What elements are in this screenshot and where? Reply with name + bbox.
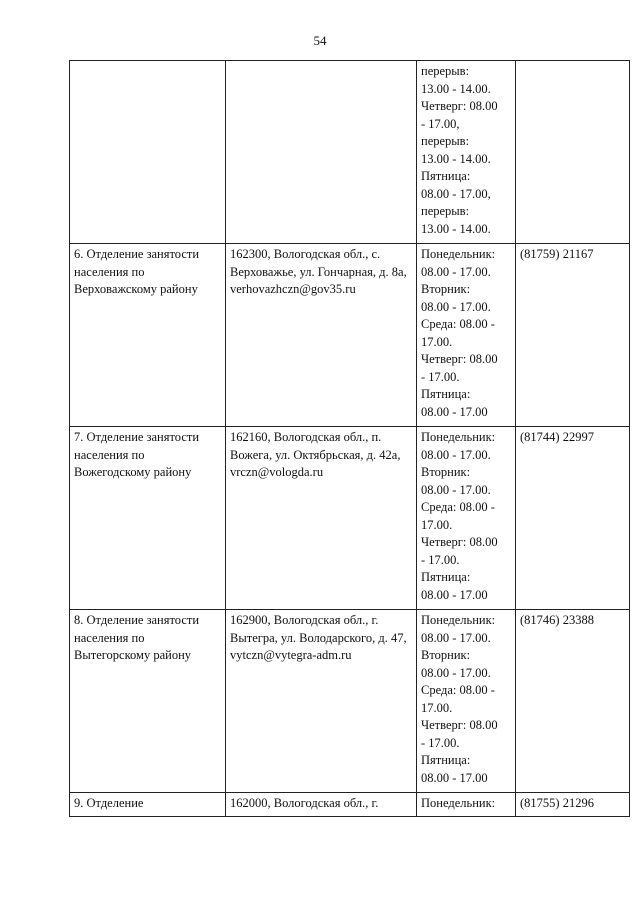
office-address-cell <box>226 61 417 244</box>
schedule-line: 08.00 - 17.00 <box>421 587 488 602</box>
office-phone-cell <box>516 61 630 244</box>
office-name-cell: 6. Отделение занятости населения по Верховажскому району <box>70 244 226 427</box>
office-phone-cell: (81759) 21167 <box>516 244 630 427</box>
table-row <box>70 793 630 817</box>
schedule-line: Понедельник: <box>421 613 496 627</box>
schedule-line: Среда: 08.00 - <box>421 683 495 697</box>
schedule-line: Пятница: <box>421 753 471 767</box>
office-name-cell: 7. Отделение занятости населения по Вожегодскому району <box>70 427 226 610</box>
table-row <box>70 427 630 610</box>
table-row <box>70 61 630 244</box>
schedule-line: перерыв: <box>421 134 470 148</box>
schedule-line: Вторник: <box>421 282 471 296</box>
office-schedule-cell <box>417 61 516 244</box>
schedule-line: 13.00 - 14.00. <box>421 81 491 96</box>
office-address-cell: 162900, Вологодская обл., г. Вытегра, ул. Володарского, д. 47, vytczn@vytegra-adm.ru <box>226 610 417 793</box>
schedule-line: - 17.00, <box>421 116 460 131</box>
schedule-line: Среда: 08.00 - <box>421 317 495 331</box>
office-schedule-cell <box>417 427 516 610</box>
schedule-line: 13.00 - 14.00. <box>421 221 491 236</box>
schedule-line: - 17.00. <box>421 735 460 750</box>
schedule-line: - 17.00. <box>421 369 460 384</box>
schedule-line: 08.00 - 17.00. <box>421 299 491 314</box>
schedule-line: Пятница: <box>421 387 471 401</box>
office-schedule-cell <box>417 793 516 817</box>
table-row <box>70 610 630 793</box>
schedule-line: 08.00 - 17.00. <box>421 482 491 497</box>
office-address-cell: 162300, Вологодская обл., с. Верховажье, ул. Гончарная, д. 8а, verhovazhczn@gov35.ru <box>226 244 417 427</box>
schedule-line: Среда: 08.00 - <box>421 500 495 514</box>
schedule-line: Пятница: <box>421 570 471 584</box>
schedule-line: 08.00 - 17.00 <box>421 404 488 419</box>
office-address-cell: 162160, Вологодская обл., п. Вожега, ул. Октябрьская, д. 42а, vrczn@vologda.ru <box>226 427 417 610</box>
schedule-line: - 17.00. <box>421 552 460 567</box>
office-schedule-cell <box>417 244 516 427</box>
page-number: 54 <box>313 33 327 48</box>
schedule-line: Четверг: 08.00 <box>421 99 498 113</box>
schedule-line: Понедельник: <box>421 247 496 261</box>
schedule-line: 13.00 - 14.00. <box>421 151 491 166</box>
office-name-cell <box>70 61 226 244</box>
office-phone-cell: (81744) 22997 <box>516 427 630 610</box>
schedule-line: 08.00 - 17.00 <box>421 770 488 785</box>
office-schedule-cell <box>417 610 516 793</box>
schedule-line: 08.00 - 17.00, <box>421 186 491 201</box>
office-name-cell: 8. Отделение занятости населения по Вытегорскому району <box>70 610 226 793</box>
schedule-line: 17.00. <box>421 334 453 349</box>
schedule-line: Понедельник: <box>421 430 496 444</box>
schedule-line: 08.00 - 17.00. <box>421 447 491 462</box>
schedule-line: перерыв: <box>421 204 470 218</box>
schedule-line: перерыв: <box>421 64 470 78</box>
schedule-line: Вторник: <box>421 465 471 479</box>
schedule-line: 08.00 - 17.00. <box>421 665 491 680</box>
schedule-line: Четверг: 08.00 <box>421 352 498 366</box>
schedule-line: 08.00 - 17.00. <box>421 264 491 279</box>
office-address-cell: 162000, Вологодская обл., г. <box>226 793 417 817</box>
table-row <box>70 244 630 427</box>
schedule-line: Понедельник: <box>421 796 496 810</box>
schedule-line: 17.00. <box>421 700 453 715</box>
schedule-line: Вторник: <box>421 648 471 662</box>
office-phone-cell: (81746) 23388 <box>516 610 630 793</box>
schedule-line: Четверг: 08.00 <box>421 535 498 549</box>
schedule-line: Пятница: <box>421 169 471 183</box>
schedule-line: 08.00 - 17.00. <box>421 630 491 645</box>
schedule-line: 17.00. <box>421 517 453 532</box>
employment-offices-table <box>69 60 630 817</box>
office-phone-cell: (81755) 21296 <box>516 793 630 817</box>
schedule-line: Четверг: 08.00 <box>421 718 498 732</box>
office-name-cell: 9. Отделение <box>70 793 226 817</box>
